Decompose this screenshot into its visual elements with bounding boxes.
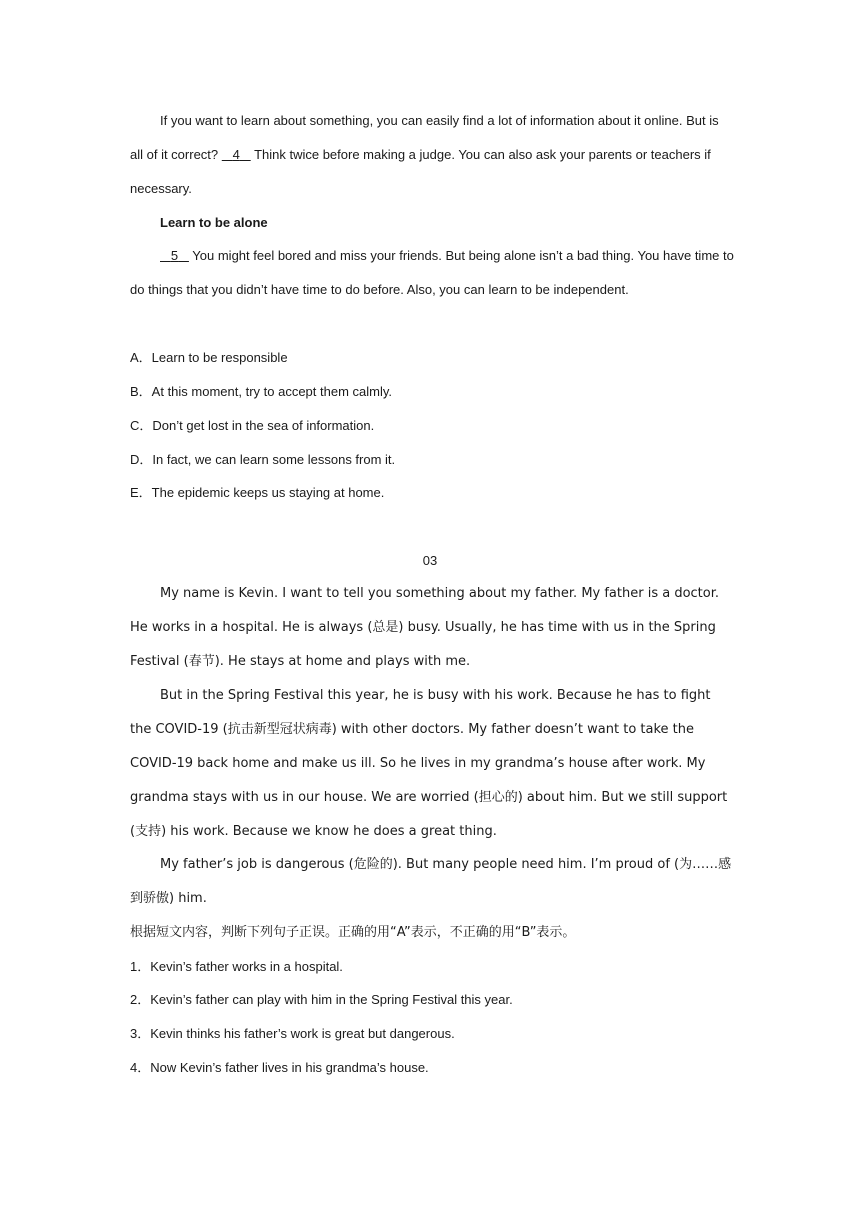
blank-5 <box>160 248 189 263</box>
option-a: A．Learn to be responsible <box>130 350 288 365</box>
paragraph-kevin-3: My father’s job is dangerous (危险的). But many people need him. I’m proud of (为……感到骄傲) him. <box>130 857 732 906</box>
statement-1: 1．Kevin’s father works in a hospital. <box>130 959 343 974</box>
paragraph-information <box>130 104 735 206</box>
heading-learn-to-be-alone: Learn to be alone <box>160 215 268 230</box>
statement-4: 4．Now Kevin’s father lives in his grandma’s house. <box>130 1060 429 1075</box>
paragraph-alone <box>130 239 735 307</box>
statement-3: 3．Kevin thinks his father’s work is great but dangerous. <box>130 1026 455 1041</box>
section-number: 03 <box>422 553 438 568</box>
instruction-text: 根据短文内容，判断下列句子正误。正确的用“A”表示，不正确的用“B”表示。 <box>130 925 576 940</box>
blank-4 <box>222 147 251 162</box>
blank-5-number: 5 <box>170 248 179 263</box>
paragraph-information-text-1: If you want to learn about something, you can easily find a lot of information about it online. But is all of it correct? <box>130 113 719 162</box>
option-c: C．Don’t get lost in the sea of information. <box>130 418 375 433</box>
paragraph-information-text-2: Think twice before making a judge. You can also ask your parents or teachers if necessary. <box>130 147 711 196</box>
option-b: B．At this moment, try to accept them calmly. <box>130 384 393 399</box>
option-d: D．In fact, we can learn some lessons from it. <box>130 452 396 467</box>
paragraph-kevin-2: But in the Spring Festival this year, he is busy with his work. Because he has to fight the COVID-19 (抗击新型冠状病毒) with other doctors. My father doesn’t want to take the COVID-19 back home and make us ill. So he lives in my grandma’s house after work. My grandma stays with us in our house. We are worried (担心的) about him. But we still support (支持) his work. Because we know he does a great thing. <box>130 688 728 839</box>
option-e: E．The epidemic keeps us staying at home. <box>130 485 385 500</box>
blank-4-number: 4 <box>232 147 240 162</box>
paragraph-kevin-1: My name is Kevin. I want to tell you something about my father. My father is a doctor. He works in a hospital. He is always (总是) busy. Usually, he has time with us in the Spring Festival (春节). He stays at home and plays with me. <box>130 586 720 669</box>
paragraph-alone-text: You might feel bored and miss your friends. But being alone isn’t a bad thing. You have time to do things that you didn’t have time to do before. Also, you can learn to be independent. <box>130 248 734 297</box>
statement-2: 2．Kevin’s father can play with him in the Spring Festival this year. <box>130 992 513 1007</box>
